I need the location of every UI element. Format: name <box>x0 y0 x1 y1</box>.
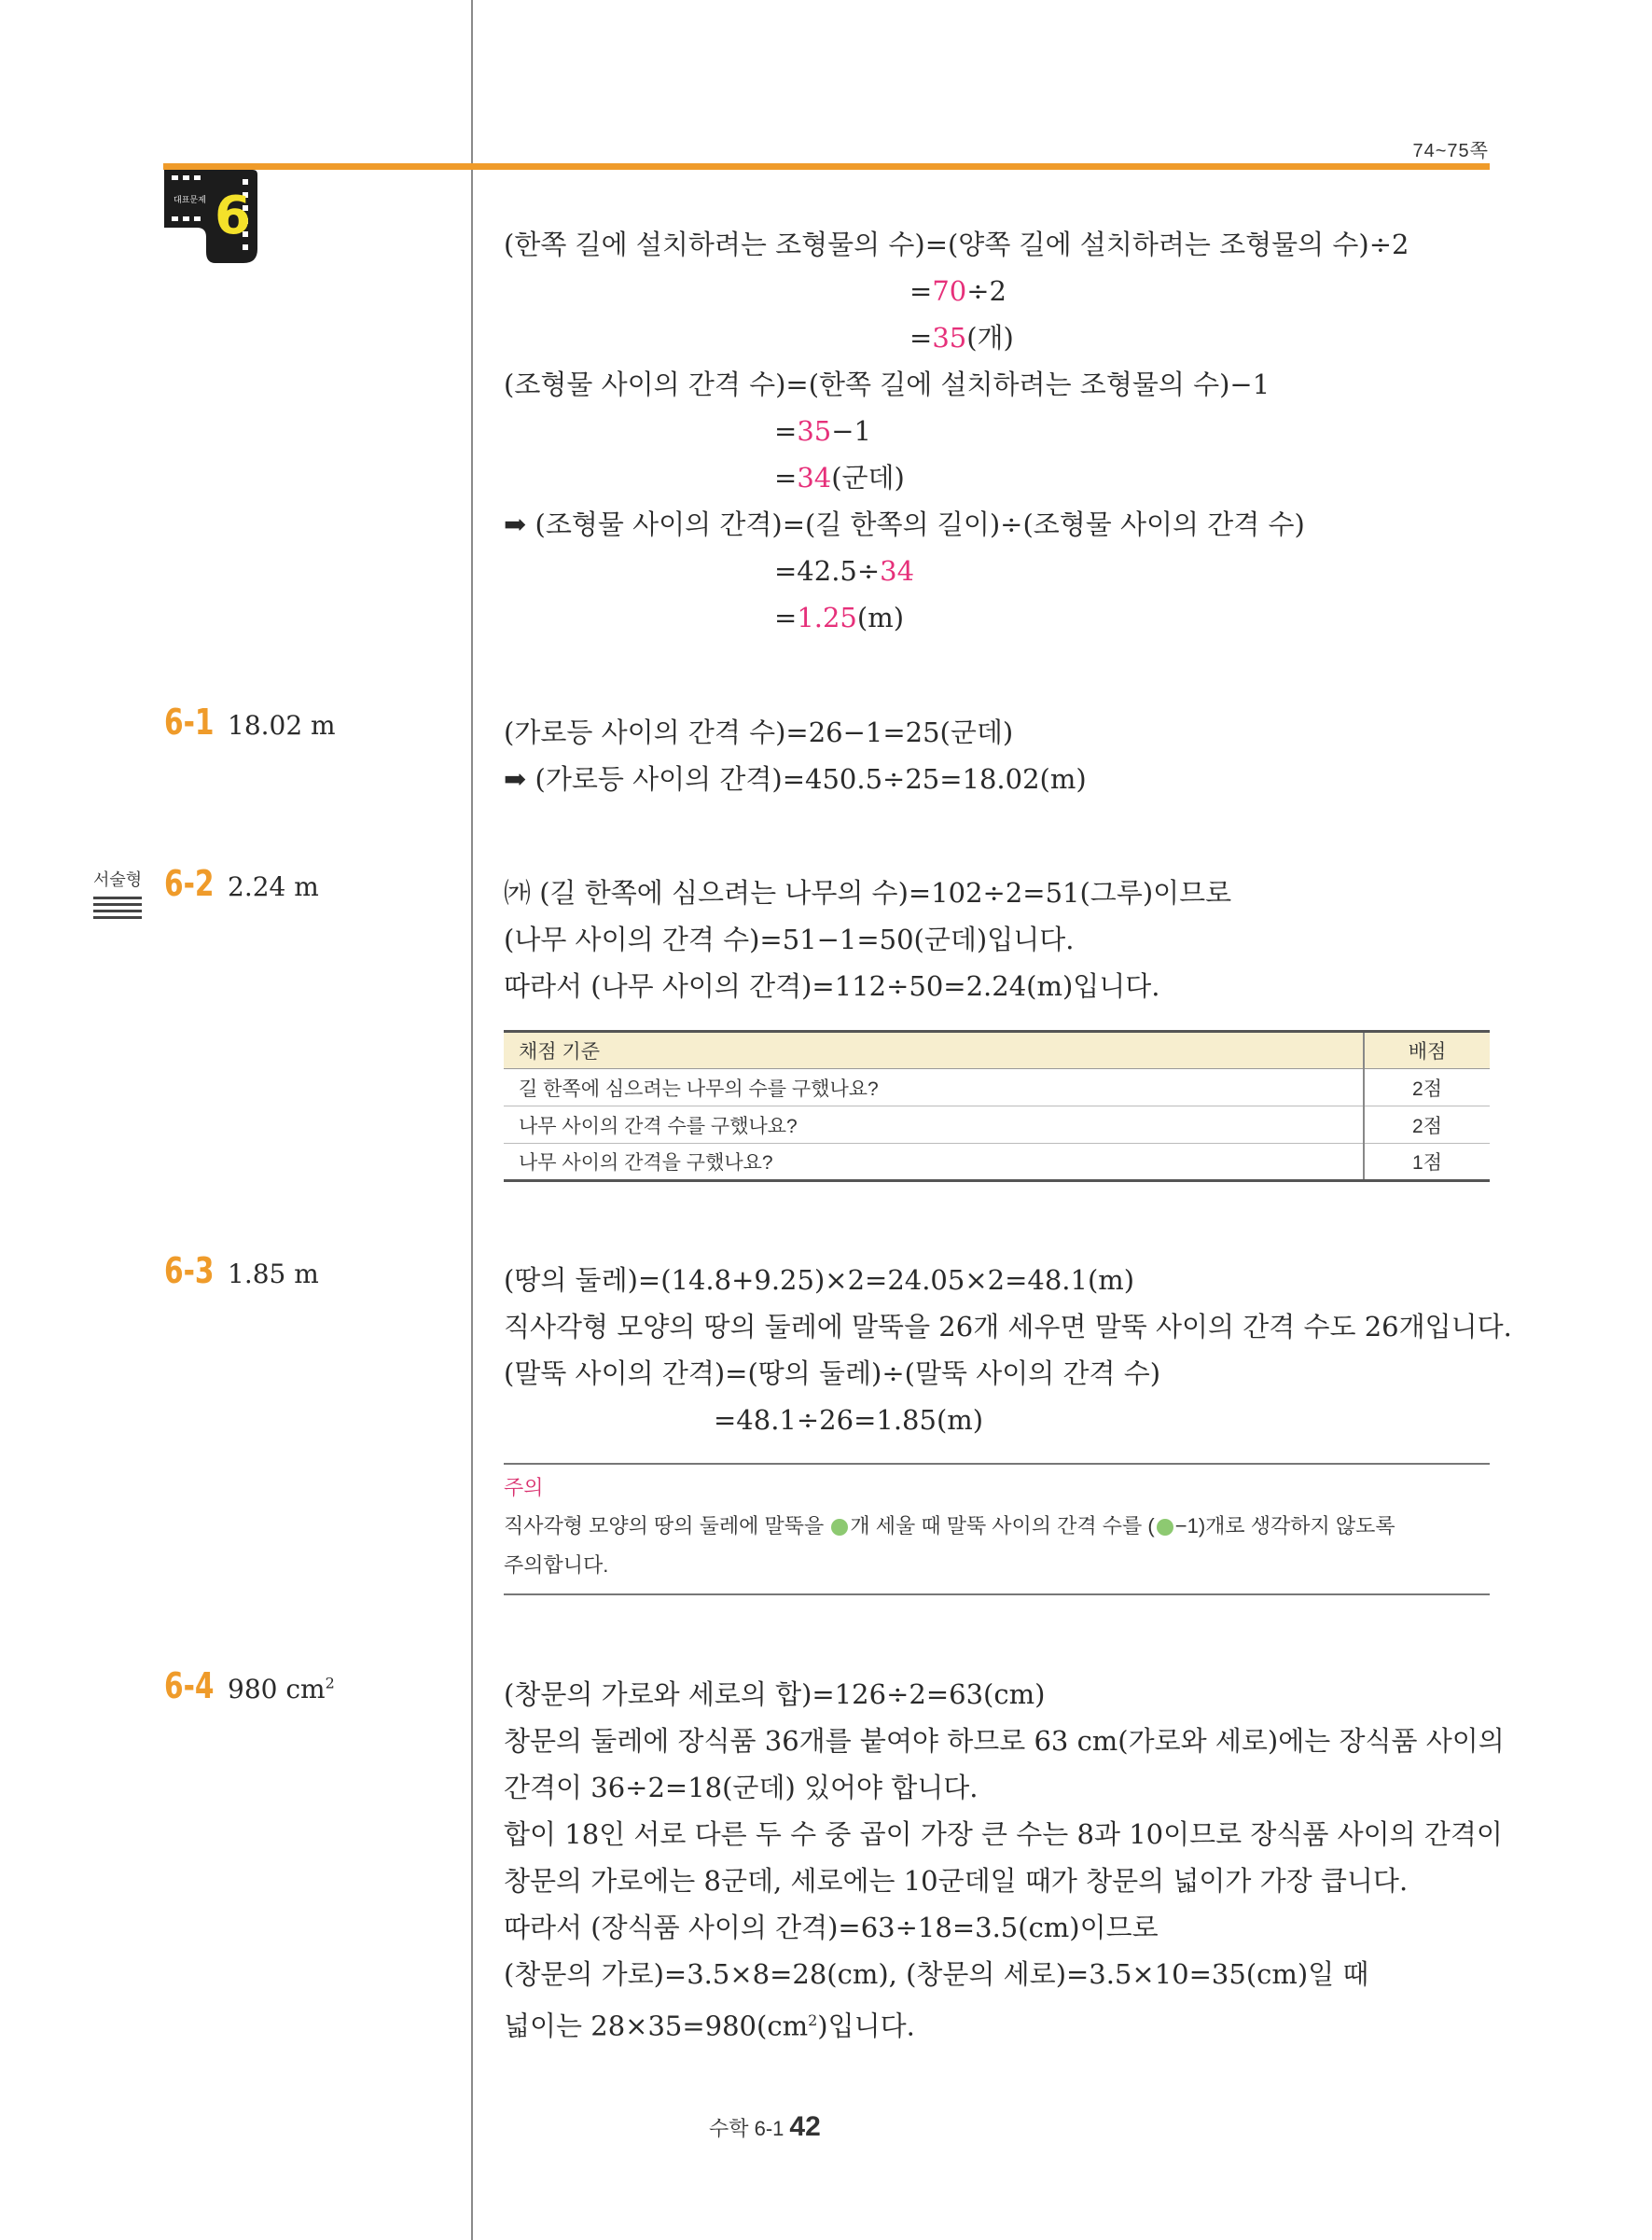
page-range: 74~75쪽 <box>1412 141 1489 161</box>
solution-6-2: ㈎ (길 한쪽에 심으려는 나무의 수)=102÷2=51(그루)이므로 (나무 사이의 간격 수)=51−1=50(군데)입니다. 따라서 (나무 사이의 간격)=112÷50=2.24(m)입니다. <box>504 877 1232 1002</box>
answer-6-1: 6-1 18.02 m <box>164 702 336 743</box>
essay-lines-icon <box>93 897 147 919</box>
solution-6-1: (가로등 사이의 간격 수)=26−1=25(군데) ➡ (가로등 사이의 간격)=450.5÷25=18.02(m) <box>504 717 1087 795</box>
green-dot-icon <box>831 1519 848 1536</box>
answer-6-4: 6-4 980 $cm^2$ <box>164 1665 335 1706</box>
note-title: 주의 <box>504 1476 544 1499</box>
solution-line: (조형물 사이의 간격 수)=(한쪽 길에 설치하려는 조형물의 수)−1 <box>504 369 1270 400</box>
page-footer: 수학 6-1 42 <box>709 2111 821 2142</box>
solution-line: =1.25(m) <box>774 602 905 633</box>
answer-6-3: 6-3 1.85 m <box>164 1250 319 1291</box>
note-body: 직사각형 모양의 땅의 둘레에 말뚝을 개 세울 때 말뚝 사이의 간격 수를 ( −1)개로 생각하지 않도록 주의합니다. <box>504 1514 1395 1577</box>
solution-line: ➡ (조형물 사이의 간격)=(길 한쪽의 길이)÷(조형물 사이의 간격 수) <box>504 508 1305 540</box>
answer-6-2: 6-2 2.24 m <box>164 863 319 904</box>
solution-line: (한쪽 길에 설치하려는 조형물의 수)=(양쪽 길에 설치하려는 조형물의 수)÷2 <box>504 229 1409 260</box>
solution-line: =35−1 <box>774 415 871 447</box>
solution-line: =42.5÷34 <box>774 555 915 587</box>
film-badge-icon <box>164 170 257 263</box>
caution-note <box>504 1463 1490 1595</box>
solution-6-3: (땅의 둘레)=(14.8+9.25)×2=24.05×2=48.1(m) 직사각형 모양의 땅의 둘레에 말뚝을 26개 세우면 말뚝 사이의 간격 수도 26개입니다. (말뚝 사이의 간격)=(땅의 둘레)÷(말뚝 사이의 간격 수) =48.1÷26=1.85(m) <box>504 1264 1512 1436</box>
solution-6-4: (창문의 가로와 세로의 합)=126÷2=63(cm) 창문의 둘레에 장식품 36개를 붙여야 하므로 63 cm(가로와 세로)에는 장식품 사이의 간격이 36÷2=18(군데) 있어야 합니다. 합이 18인 서로 다른 두 수 중 곱이 가장 큰 수는 8과 10이므로 장식품 사이의 간격이 창문의 가로에는 8군데, 세로에는 10군데일 때가 창문의 넓이가 가장 큽니다. 따라서 (장식품 사이의 간격)=63÷18=3.5(cm)이므로 (창문의 가로)=3.5×8=28(cm), (창문의 세로)=3.5×10=35(cm)일 때 넓이는 $28\times 35=980(cm^2)$입니다. <box>504 1678 1505 2042</box>
table-header-row: 채점 기준 배점 <box>504 1032 1490 1069</box>
green-dot-icon <box>1157 1519 1173 1536</box>
svg-text:대표문제: 대표문제 <box>174 196 206 205</box>
main-solution <box>504 221 1409 641</box>
header-rule <box>163 163 1490 170</box>
column-divider <box>471 0 473 2240</box>
table-row: 나무 사이의 간격을 구했나요? 1점 <box>504 1144 1490 1181</box>
grading-table <box>504 1030 1490 1182</box>
solution-line: =34(군데) <box>774 462 905 494</box>
table-row: 나무 사이의 간격 수를 구했나요? 2점 <box>504 1106 1490 1144</box>
solution-line: =35(개) <box>909 322 1014 354</box>
essay-type-label: 서술형 <box>93 867 147 923</box>
solution-line: =70÷2 <box>909 275 1006 307</box>
table-row: 길 한쪽에 심으려는 나무의 수를 구했나요? 2점 <box>504 1069 1490 1106</box>
svg-text:6: 6 <box>215 186 251 246</box>
